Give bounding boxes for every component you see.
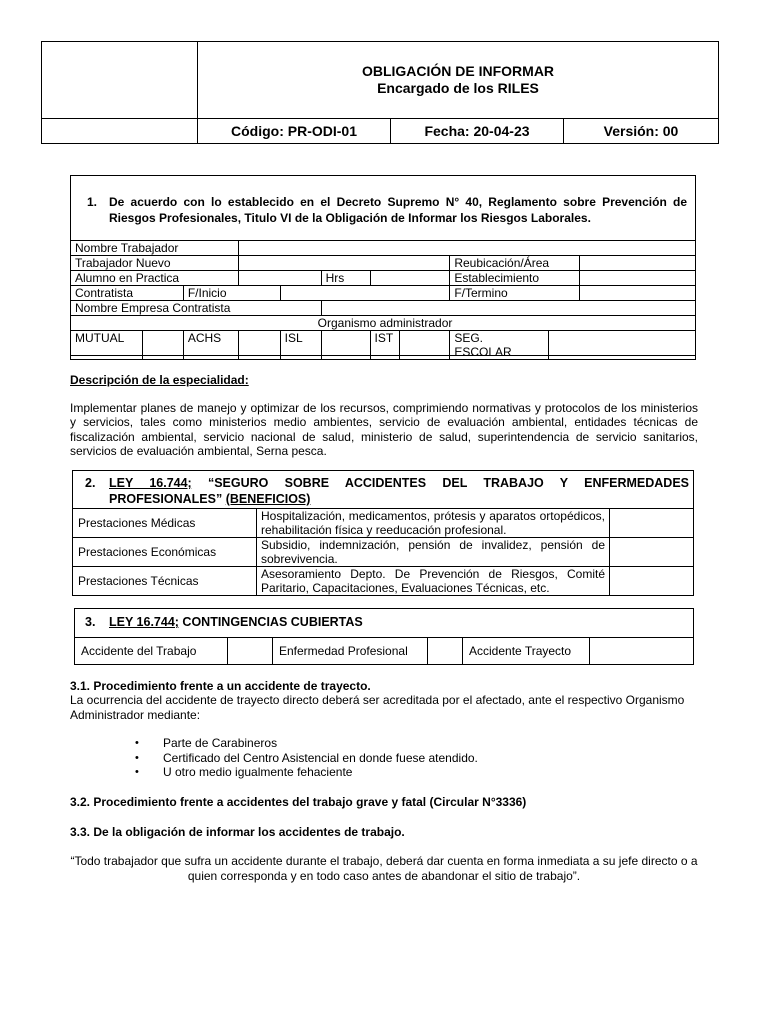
contingency-label: Accidente del Trabajo xyxy=(75,638,228,665)
input-f-inicio[interactable] xyxy=(280,286,450,301)
evidence-list xyxy=(135,736,478,780)
label-reubicacion: Reubicación/Área xyxy=(450,256,580,271)
procedure-3-1-title: 3.1. Procedimiento frente a un accidente de trayecto. xyxy=(70,679,371,693)
label-ist: IST xyxy=(370,331,400,360)
input-empresa-contratista[interactable] xyxy=(321,301,695,316)
worker-obligation-quote: “Todo trabajador que sufra un accidente durante el trabajo, deberá dar cuenta en forma inmediata a su jefe directo o a quien corresponda y en todo caso antes de abandonar el sitio de trabajo”. xyxy=(70,854,698,883)
check-achs[interactable] xyxy=(238,331,280,360)
benefit-check[interactable] xyxy=(610,509,694,538)
label-mutual: MUTUAL xyxy=(71,331,143,360)
date-cell: Fecha: 20-04-23 xyxy=(391,119,564,144)
label-hrs: Hrs xyxy=(321,271,370,286)
check-mutual[interactable] xyxy=(142,331,183,360)
document-header xyxy=(41,41,719,144)
input-reubicacion[interactable] xyxy=(580,256,696,271)
label-organismo: Organismo administrador xyxy=(71,316,696,331)
input-hrs[interactable] xyxy=(370,271,450,286)
check-ist[interactable] xyxy=(400,331,450,360)
input-establecimiento[interactable] xyxy=(580,271,696,286)
title-cell xyxy=(198,42,719,119)
label-f-inicio: F/Inicio xyxy=(183,286,280,301)
empty-cell xyxy=(42,119,198,144)
contingency-check[interactable] xyxy=(590,638,694,665)
section-1-text: De acuerdo con lo establecido en el Decreto Supremo N° 40, Reglamento sobre Prevención de Riesgos Profesionales, Titulo VI de la Obligación de Informar los Riesgos Laborales. xyxy=(109,195,687,225)
benefit-value: Subsidio, indemnización, pensión de invalidez, pensión de sobrevivencia. xyxy=(257,538,610,567)
label-seg-escolar: SEG. ESCOLAR xyxy=(450,331,549,360)
section-2-heading xyxy=(73,471,693,508)
benefits-table xyxy=(72,508,694,596)
contingency-label: Accidente Trayecto xyxy=(463,638,590,665)
procedure-3-2-title: 3.2. Procedimiento frente a accidentes del trabajo grave y fatal (Circular N°3336) xyxy=(70,795,527,809)
section-3 xyxy=(74,608,694,665)
contingency-check[interactable] xyxy=(228,638,273,665)
benefit-value: Hospitalización, medicamentos, prótesis y aparatos ortopédicos, rehabilitación física y reeducación profesional. xyxy=(257,509,610,538)
section-number: 1. xyxy=(87,195,98,209)
section-2 xyxy=(72,470,694,596)
benefit-label: Prestaciones Médicas xyxy=(73,509,257,538)
label-f-termino: F/Termino xyxy=(450,286,580,301)
description-text: Implementar planes de manejo y optimizar de los recursos, comprimiendo normativas y protocolos de los ministerios y servicios, tales como ministerios medio ambientes, servicio de evaluación ambiental, entidades técnicas de fiscalización ambiental, servicio nacional de salud, ministerio de salud, superintendencia de servicio sanitarios, servicios de evaluación ambiental, Serna pesca. xyxy=(70,401,698,458)
document-title: OBLIGACIÓN DE INFORMAR xyxy=(361,63,555,79)
list-item: • Parte de Carabineros xyxy=(135,736,478,751)
input-f-termino[interactable] xyxy=(580,286,696,301)
benefit-label: Prestaciones Económicas xyxy=(73,538,257,567)
version-cell: Versión: 00 xyxy=(564,119,719,144)
code-cell: Código: PR-ODI-01 xyxy=(198,119,391,144)
benefit-value: Asesoramiento Depto. De Prevención de Riesgos, Comité Paritario, Capacitaciones, Evaluaciones Técnicas, etc. xyxy=(257,567,610,596)
label-establecimiento: Establecimiento xyxy=(450,271,580,286)
input-trabajador-nuevo[interactable] xyxy=(238,256,450,271)
section-2-title: LEY 16.744; “SEGURO SOBRE ACCIDENTES DEL TRABAJO Y ENFERMEDADES PROFESIONALES” (BENEFICIOS) xyxy=(109,476,689,506)
check-seg-escolar[interactable] xyxy=(549,331,696,360)
section-1 xyxy=(70,175,696,359)
label-trabajador-nuevo: Trabajador Nuevo xyxy=(71,256,239,271)
label-alumno-practica: Alumno en Practica xyxy=(71,271,239,286)
list-item: • Certificado del Centro Asistencial en donde fuese atendido. xyxy=(135,751,478,766)
label-nombre-trabajador: Nombre Trabajador xyxy=(71,241,239,256)
section-1-heading xyxy=(87,194,687,226)
section-3-title: LEY 16.744; CONTINGENCIAS CUBIERTAS xyxy=(109,615,363,629)
label-isl: ISL xyxy=(280,331,321,360)
section-number: 2. xyxy=(85,476,96,490)
worker-info-table xyxy=(70,240,696,360)
section-3-heading xyxy=(75,609,693,637)
list-item: • U otro medio igualmente fehaciente xyxy=(135,765,478,780)
benefit-check[interactable] xyxy=(610,538,694,567)
label-achs: ACHS xyxy=(183,331,238,360)
section-number: 3. xyxy=(85,615,96,629)
description-title: Descripción de la especialidad: xyxy=(70,373,249,387)
input-nombre-trabajador[interactable] xyxy=(238,241,695,256)
benefit-check[interactable] xyxy=(610,567,694,596)
contingency-label: Enfermedad Profesional xyxy=(273,638,428,665)
label-contratista: Contratista xyxy=(71,286,184,301)
procedure-3-3-title: 3.3. De la obligación de informar los accidentes de trabajo. xyxy=(70,825,405,839)
contingencies-table xyxy=(74,637,694,665)
procedure-3-1-text: La ocurrencia del accidente de trayecto directo deberá ser acreditada por el afectado, ante el respectivo Organismo Administrador mediante: xyxy=(70,693,685,722)
logo-cell xyxy=(42,42,198,119)
document-subtitle: Encargado de los RILES xyxy=(377,80,539,96)
label-empresa-contratista: Nombre Empresa Contratista xyxy=(71,301,322,316)
benefit-label: Prestaciones Técnicas xyxy=(73,567,257,596)
contingency-check[interactable] xyxy=(428,638,463,665)
input-alumno-practica[interactable] xyxy=(238,271,321,286)
check-isl[interactable] xyxy=(321,331,370,360)
